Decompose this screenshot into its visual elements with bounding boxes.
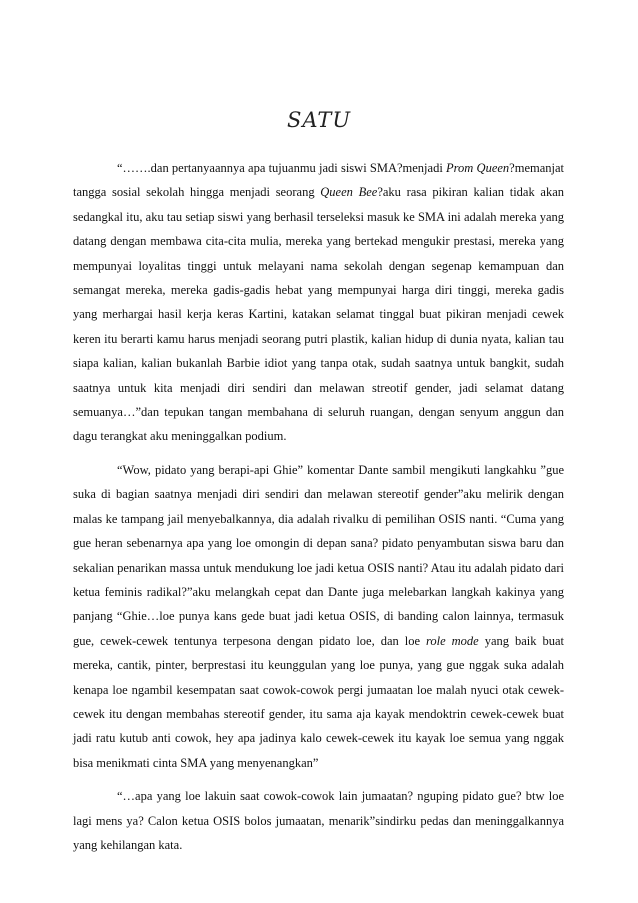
paragraph-1 (73, 156, 564, 449)
text-run: ?memanjat tangga sosial sekolah hingga menjadi seorang (73, 161, 565, 200)
italic-term-role-mode: role mode (426, 633, 479, 648)
text-run: ?aku rasa pikiran kalian tidak akan sedangkal itu, aku tau setiap siswi yang berhasil terseleksi masuk ke SMA ini adalah mereka yang datang dengan membawa cita-cita mulia, mereka yang bertekad mengukir prestasi, mereka yang mempunyai loyalitas tinggi untuk melayani nama sekolah dengan segenap kemampuan dan semangat mereka, mereka gadis-gadis hebat yang mempunyai harga diri tinggi, mereka gadis yang merhargai hasil kerja keras Kartini, katakan selamat tinggal buat pikiran menjadi cewek keren itu berarti kamu harus menjadi seorang putri plastik, kalian hidup di dunia nyata, kalian tau siapa kalian, kalian bukanlah Barbie idiot yang tanpa otak, sudah saatnya untuk bangkit, sudah saatnya untuk kita menjadi diri sendiri dan melawan streotif gender, jadi selamat datang semuanya…”dan tepukan tangan membahana di seluruh ruangan, dengan senyum anggun dan dagu terangkat aku meninggalkan podium. (73, 185, 565, 444)
text-run: “…….dan pertanyaannya apa tujuanmu jadi siswi SMA?menjadi (117, 161, 447, 175)
body-text (73, 156, 564, 866)
text-run: “…apa yang loe lakuin saat cowok-cowok lain jumaatan? nguping pidato gue? btw loe lagi mens ya? Calon ketua OSIS bolos jumaatan, menarik”sindirku pedas dan meninggalkannya yang kehilangan kata. (73, 789, 564, 852)
paragraph-3 (73, 784, 564, 857)
italic-term-prom-queen: Prom Queen (446, 161, 510, 175)
italic-term-queen-bee: Queen Bee (320, 185, 378, 200)
paragraph-2 (73, 458, 564, 775)
text-run: yang baik buat mereka, cantik, pinter, berprestasi itu keunggulan yang loe punya, yang gue nggak suka adalah kenapa loe ngambil kesempatan saat cowok-cowok pergi jumaatan loe malah nyuci otak cewek-cewek itu dengan membahas stereotif gender, itu sama aja kayak mendoktrin cewek-cewek buat jadi ratu kutub anti cowok, hey apa jadinya kalo cewek-cewek itu kayak loe semua yang nggak bisa menikmati cinta SMA yang menyenangkan” (73, 633, 565, 770)
text-run: “Wow, pidato yang berapi-api Ghie” komentar Dante sambil mengikuti langkahku ”gue suka di bagian saatnya menjadi diri sendiri dan melawan stereotif gender”aku melirik dengan malas ke tampang jail menyebalkannya, dia adalah rivalku di pemilihan OSIS nanti. “Cuma yang gue heran sebenarnya apa yang loe omongin di depan sana? pidato penyambutan siswa baru dan sekalian penarikan massa untuk mendukung loe jadi ketua OSIS nanti? Atau itu adalah pidato dari ketua feminis radikal?”aku melangkah cepat dan Dante juga melebarkan langkah kakinya yang panjang “Ghie…loe punya kans gede buat jadi ketua OSIS, di banding calon lainnya, termasuk gue, cewek-cewek tentunya terpesona dengan pidato loe, dan loe (73, 462, 564, 648)
chapter-title: SATU (286, 108, 352, 132)
